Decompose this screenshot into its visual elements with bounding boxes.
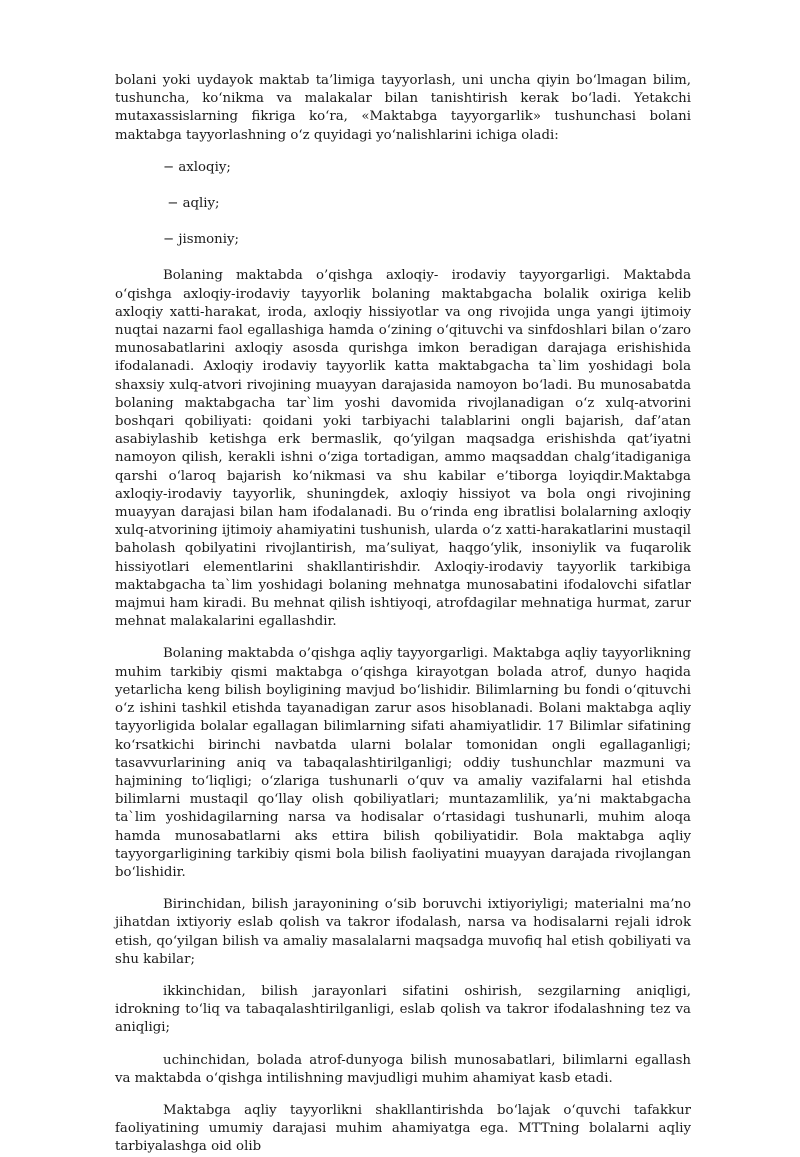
mental-readiness-paragraph: Bolaning maktabda o’qishga aqliy tayyorgarligi. Maktabga aqliy tayyorlikning muhim tarkibiy qismi maktabga o‘qishga kirayotgan bolada atrof, dunyo haqida yetarlicha keng bilish boyligining mavjud bo‘lishidir. Bilimlarning bu fondi o‘qituvchi o‘z ishini tashkil etishda tayanadigan zarur asos hisoblanadi. Bolani maktabga aqliy tayyorligida bolalar egallagan bilimlarning sifati ahamiyatlidir. 17 Bilimlar sifatining ko‘rsatkichi birinchi navbatda ularni bolalar tomonidan ongli egallaganligi; tasavvurlarining aniq va tabaqalashtirilganligi; oddiy tushunchlar mazmuni va hajmining to‘liqligi; o‘zlariga tushunarli o‘quv va amaliy vazifalarni hal etishda bilimlarni mustaqil qo‘llay olish qobiliyatlari; muntazamlilik, ya’ni maktabgacha ta`lim yoshidagilarning narsa va hodisalar o‘rtasidagi tushunarli, muhim aloqa hamda munosabatlarni aks ettira bilish qobiliyatidir. Bola maktabga aqliy tayyorgarligining tarkibiy qismi bola bilish faoliyatini muayyan darajada rivojlangan bo‘lishidir.	[115, 646, 691, 880]
third-point-paragraph: uchinchidan, bolada atrof-dunyoga bilish munosabatlari, bilimlarni egallash va maktabda o‘qishga intilishning mavjudligi muhim ahamiyat kasb etadi.	[115, 1052, 691, 1086]
intro-paragraph: bolani yoki uydayok maktab ta’limiga tayyorlash, uni uncha qiyin bo‘lmagan bilim, tushuncha, ko‘nikma va malakalar bilan tanishtirish kerak bo‘ladi. Yetakchi mutaxassislarning fikriga ko‘ra, «Maktabga tayyorgarlik» tushunchasi bolani maktabga tayyorlashning o‘z quyidagi yo‘nalishlarini ichiga oladi:	[115, 73, 691, 143]
second-point-paragraph: ikkinchidan, bilish jarayonlari sifatini oshirish, sezgilarning aniqligi, idrokning to‘liq va tabaqalashtirilganligi, eslab qolish va takror ifodalashning tez va aniqligi;	[115, 983, 691, 1036]
document-body	[115, 72, 691, 1157]
closing-paragraph: Maktabga aqliy tayyorlikni shakllantirishda bo‘lajak o‘quvchi tafakkur faoliyatining umumiy darajasi muhim ahamiyatga ega. MTTning bolalarni aqliy tarbiyalashga oid olib	[115, 1102, 691, 1155]
list-item-moral: − axloqiy;	[163, 159, 231, 175]
list-item-physical: − jismoniy;	[163, 232, 239, 248]
first-point-paragraph: Birinchidan, bilish jarayonining o‘sib boruvchi ixtiyoriyligi; materialni ma’no jihatdan ixtiyoriy eslab qolish va takror ifodalash, narsa va hodisalarni rejali idrok etish, qo‘yilgan bilish va amaliy masalalarni maqsadga muvofiq hal etish qobiliyati va shu kabilar;	[115, 897, 691, 967]
moral-readiness-paragraph: Bolaning maktabda o’qishga axloqiy- irodaviy tayyorgarligi. Maktabda o‘qishga axloqiy-irodaviy tayyorlik bolaning maktabgacha bolalik oxiriga kelib axloqiy xatti-harakat, iroda, axloqiy hissiyotlar va ong rivojida unga yangi ijtimoiy nuqtai nazarni faol egallashiga hamda o‘zining o‘qituvchi va sinfdoshlari bilan o‘zaro munosabatlarini axloqiy asosda qurishga imkon beradigan darajaga erishishida ifodalanadi. Axloqiy irodaviy tayyorlik katta maktabgacha ta`lim yoshidagi bola shaxsiy xulq-atvori rivojining muayyan darajasida namoyon bo‘ladi. Bu munosabatda bolaning maktabgacha tar`lim yoshi davomida rivojlanadigan o‘z xulq-atvorini boshqari qobiliyati: qoidani yoki tarbiyachi talablarini ongli bajarish, daf’atan asabiylashib ketishga erk bermaslik, qo‘yilgan maqsadga erishishda qat’iyatni namoyon qilish, kerakli ishni o‘ziga tortadigan, ammo maqsaddan chalg‘itadiganiga qarshi o‘laroq bajarish ko‘nikmasi va shu kabilar e’tiborga loyiqdir.Maktabga axloqiy-irodaviy tayyorlik, shuningdek, axloqiy hissiyot va bola ongi rivojining muayyan darajasi bilan ham ifodalanadi. Bu o‘rinda eng ibratlisi bolalarning axloqiy xulq-atvorining ijtimoiy ahamiyatini tushunish, ularda o‘z xatti-harakatlarini mustaqil baholash qobilyatini rivojlantirish, ma’suliyat, haqgo‘ylik, insoniylik va fuqarolik hissiyotlari elementlarini shakllantirishdir. Axloqiy-irodaviy tayyorlik tarkibiga maktabgacha ta`lim yoshidagi bolaning mehnatga munosabatini ifodalovchi sifatlar majmui ham kiradi. Bu mehnat qilish ishtiyoqi, atrofdagilar mehnatiga hurmat, zarur mehnat malakalarini egallashdir.	[115, 268, 691, 630]
list-item-mental: − aqliy;	[163, 196, 220, 212]
